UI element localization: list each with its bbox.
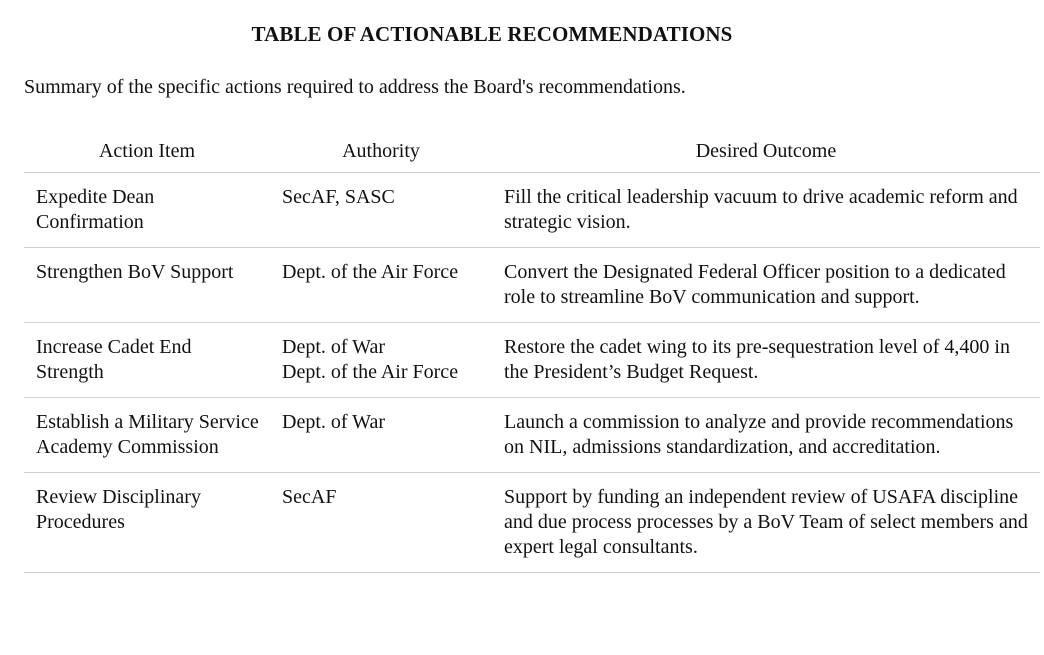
table-row — [24, 173, 1040, 248]
recommendations-table — [24, 134, 1040, 573]
header-action-item: Action Item — [24, 134, 270, 173]
table-header-row — [24, 134, 1040, 173]
action-item-cell: Strengthen BoV Support — [24, 248, 270, 323]
authority-line: Dept. of the Air Force — [282, 261, 459, 283]
desired-outcome-cell: Support by funding an independent review of USAFA discipline and due process processes by a BoV Team of select members and expert legal consultants. — [492, 473, 1040, 573]
header-authority: Authority — [270, 134, 492, 173]
desired-outcome-cell: Launch a commission to analyze and provide recommendations on NIL, admissions standardization, and accreditation. — [492, 398, 1040, 473]
action-item-cell: Establish a Military Service Academy Commission — [24, 398, 270, 473]
desired-outcome-cell: Restore the cadet wing to its pre-sequestration level of 4,400 in the President’s Budget Request. — [492, 323, 1040, 398]
summary-text: Summary of the specific actions required to address the Board's recommendations. — [24, 76, 686, 98]
authority-line: Dept. of War — [282, 336, 385, 358]
authority-cell — [270, 473, 492, 573]
desired-outcome-cell: Fill the critical leadership vacuum to drive academic reform and strategic vision. — [492, 173, 1040, 248]
table-row — [24, 248, 1040, 323]
desired-outcome-cell: Convert the Designated Federal Officer position to a dedicated role to streamline BoV communication and support. — [492, 248, 1040, 323]
action-item-cell: Review Disciplinary Procedures — [24, 473, 270, 573]
header-desired-outcome: Desired Outcome — [492, 134, 1040, 173]
authority-line: SecAF, SASC — [282, 186, 395, 208]
authority-cell — [270, 248, 492, 323]
table-row — [24, 398, 1040, 473]
action-item-cell: Expedite Dean Confirmation — [24, 173, 270, 248]
table-row — [24, 473, 1040, 573]
authority-cell — [270, 173, 492, 248]
authority-cell — [270, 323, 492, 398]
authority-line: Dept. of War — [282, 411, 385, 433]
table-row — [24, 323, 1040, 398]
action-item-cell: Increase Cadet End Strength — [24, 323, 270, 398]
authority-cell — [270, 398, 492, 473]
authority-line: Dept. of the Air Force — [282, 361, 459, 383]
page-title: TABLE OF ACTIONABLE RECOMMENDATIONS — [251, 22, 733, 46]
authority-line: SecAF — [282, 486, 337, 508]
